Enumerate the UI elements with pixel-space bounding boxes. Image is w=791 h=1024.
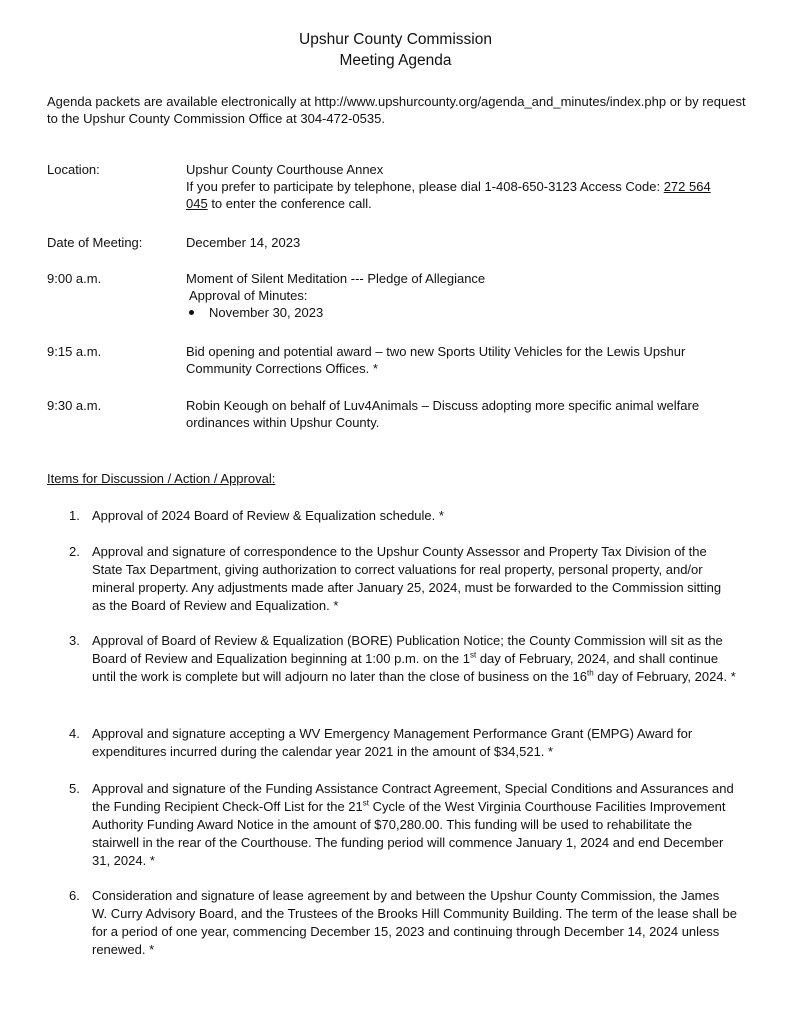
- item-number: 5.: [69, 781, 80, 796]
- schedule-time: 9:30 a.m.: [47, 398, 102, 413]
- schedule-time: 9:00 a.m.: [47, 271, 102, 286]
- schedule-text: Bid opening and potential award – two new Sports Utility Vehicles for the Lewis Upshur Community Corrections Offices. *: [186, 344, 686, 376]
- item-number: 6.: [69, 888, 80, 903]
- minutes-label: Approval of Minutes:: [189, 288, 308, 303]
- location-place: Upshur County Courthouse Annex: [186, 162, 384, 177]
- ordinal-suffix: th: [587, 668, 594, 678]
- intro-paragraph: Agenda packets are available electronically at http://www.upshurcounty.org/agenda_and_minutes/index.php or by request to the Upshur County Commission Office at 304-472-0535.: [47, 94, 746, 126]
- schedule-text: [186, 270, 736, 321]
- item-number: 3.: [69, 633, 80, 648]
- item-text: [92, 780, 737, 870]
- item-text-part: day of February, 2024. *: [593, 669, 736, 684]
- date-value: December 14, 2023: [186, 235, 301, 250]
- item-text-part: Approval and signature of the Funding Assistance Contract Agreement, Special Conditions and Assurances and the Funding Recipient Check-Off List for the 21: [92, 781, 734, 814]
- ordinal-suffix: st: [469, 650, 477, 660]
- access-code-1: 272 564: [663, 179, 711, 194]
- bullet-icon: [189, 310, 194, 315]
- section-heading: Items for Discussion / Action / Approval:: [47, 471, 276, 486]
- minutes-bullet-item: [186, 304, 736, 321]
- date-label: Date of Meeting:: [47, 235, 143, 250]
- item-number: 2.: [69, 544, 80, 559]
- access-code-2: 045: [186, 196, 208, 211]
- location-phone-info: [186, 178, 736, 212]
- item-text: Consideration and signature of lease agreement by and between the Upshur County Commission, the James W. Curry Advisory Board, and the Trustees of the Brooks Hill Community Building. The term of the lease shall be for a period of one year, commencing December 15, 2023 and continuing through December 14, 2024 unless renewed. *: [92, 888, 737, 957]
- item-text: Approval and signature of correspondence to the Upshur County Assessor and Property Tax Division of the State Tax Department, giving authorization to correct valuations for real property, personal property, and/or mineral property. Any adjustments made after January 25, 2024, must be forwarded to the Commission sitting as the Board of Review and Equalization. *: [92, 544, 722, 613]
- document-title: Upshur County Commission: [299, 31, 492, 48]
- minutes-date: November 30, 2023: [209, 305, 324, 320]
- item-text-part: Approval of Board of Review & Equalization (BORE) Publication Notice; the County Commission will sit as the Board of Review and Equalization beginning at 1:00 p.m. on the 1: [92, 633, 723, 666]
- schedule-text: Robin Keough on behalf of Luv4Animals – Discuss adopting more specific animal welfare ordinances within Upshur County.: [186, 398, 700, 430]
- location-label: Location:: [47, 162, 100, 177]
- schedule-line: Moment of Silent Meditation --- Pledge of Allegiance: [186, 271, 486, 286]
- item-number: 1.: [69, 508, 80, 523]
- ordinal-suffix: st: [362, 798, 369, 808]
- phone-text: If you prefer to participate by telephone, please dial 1-408-650-3123 Access Code:: [186, 179, 664, 194]
- schedule-time: 9:15 a.m.: [47, 344, 102, 359]
- item-text-part: Cycle of the West Virginia Courthouse Facilities Improvement Authority Funding Award Notice in the amount of $70,280.00. This funding will be used to rehabilitate the stairwell in the rear of the Courthouse. The funding period will commence January 1, 2024 and end December 31, 2024. *: [92, 799, 726, 868]
- item-text: [92, 632, 737, 686]
- item-text: Approval and signature accepting a WV Emergency Management Performance Grant (EMPG) Award for expenditures incurred during the calendar year 2021 in the amount of $34,521. *: [92, 726, 693, 759]
- item-text-part: day of February, 2024, and shall continue until the work is complete but will adjourn no later than the close of business on the 16: [92, 651, 719, 684]
- item-text: Approval of 2024 Board of Review & Equalization schedule. *: [92, 508, 444, 523]
- item-number: 4.: [69, 726, 80, 741]
- phone-tail: to enter the conference call.: [207, 196, 372, 211]
- location-value: [186, 161, 736, 212]
- document-subtitle: Meeting Agenda: [339, 52, 452, 69]
